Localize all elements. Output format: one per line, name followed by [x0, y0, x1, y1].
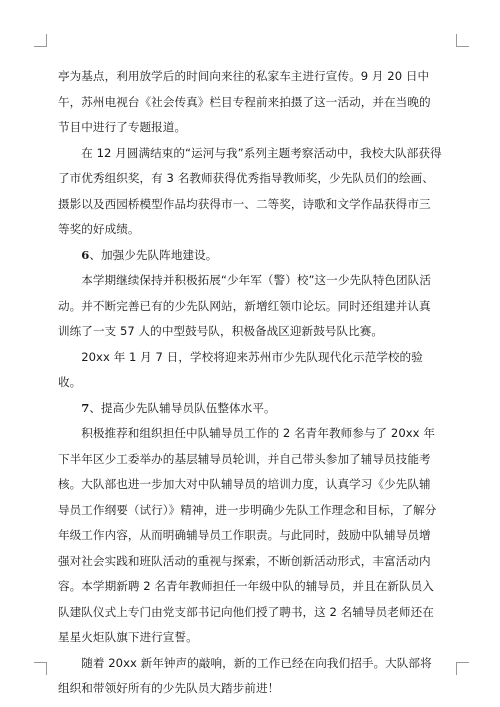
crop-mark-top-right [456, 34, 469, 47]
section-title: 、加强少先队阵地建设。 [89, 247, 218, 262]
section-heading-6 [58, 243, 442, 269]
paragraph-1: 亭为基点，利用放学后的时间向来往的私家车主进行宣传。9 月 20 日中午，苏州电视台《社会传真》栏目专程前来拍摄了这一活动，并在当晚的节目中进行了专题报道。 [58, 69, 431, 134]
paragraph-3: 本学期继续保持并积极拓展“少年军（警）校”这一少先队特色团队活动。并不断完善已有的少先队网站，新增红领巾论坛。同时还组建并认真训练了一支 57 人的中型鼓号队，积极备战区迎新鼓号队比赛。 [58, 273, 431, 338]
paragraph-2: 在 12 月圆满结束的“运河与我”系列主题考察活动中，我校大队部获得了市优秀组织奖，有 3 名教师获得优秀指导教师奖，少先队员们的绘画、摄影以及西园桥模型作品均获得市一、二等奖，诗歌和文学作品获得市三等奖的好成绩。 [58, 145, 442, 236]
paragraph-4: 20xx 年 1 月 7 日，学校将迎来苏州市少先队现代化示范学校的验收。 [58, 349, 423, 389]
section-title: 、提高少先队辅导员队伍整体水平。 [89, 400, 276, 415]
crop-mark-bottom-right [456, 662, 469, 675]
section-number: 6 [81, 247, 90, 262]
paragraph-6: 随着 20xx 新年钟声的敲响，新的工作已经在向我们招手。大队部将组织和带领好所有的少先队员大踏步前进！ [58, 655, 432, 695]
paragraph-5: 积极推荐和组织担任中队辅导员工作的 2 名青年教师参与了 20xx 年下半年区少工委举办的基层辅导员轮训，并自己带头参加了辅导员技能考核。大队部也进一步加大对中队辅导员的培训力度，认真学习《少先队辅导员工作纲要（试行）》精神，进一步明确少先队工作理念和目标，了解分年级工作内容，从而明确辅导员工作职责。与此同时，鼓励中队辅导员增强对社会实践和班队活动的重视与探索，不断创新活动形式，丰富活动内容。本学期新聘 2 名青年教师担任一年级中队的辅导员，并且在新队员入队建队仪式上专门由党支部书记向他们授了聘书，这 2 名辅导员老师还在星星火炬队旗下进行宣誓。 [58, 426, 437, 644]
crop-mark-bottom-left [34, 662, 47, 675]
section-heading-7 [58, 396, 442, 422]
crop-mark-top-left [34, 34, 47, 47]
document-body [58, 64, 442, 702]
section-number: 7 [81, 400, 90, 415]
